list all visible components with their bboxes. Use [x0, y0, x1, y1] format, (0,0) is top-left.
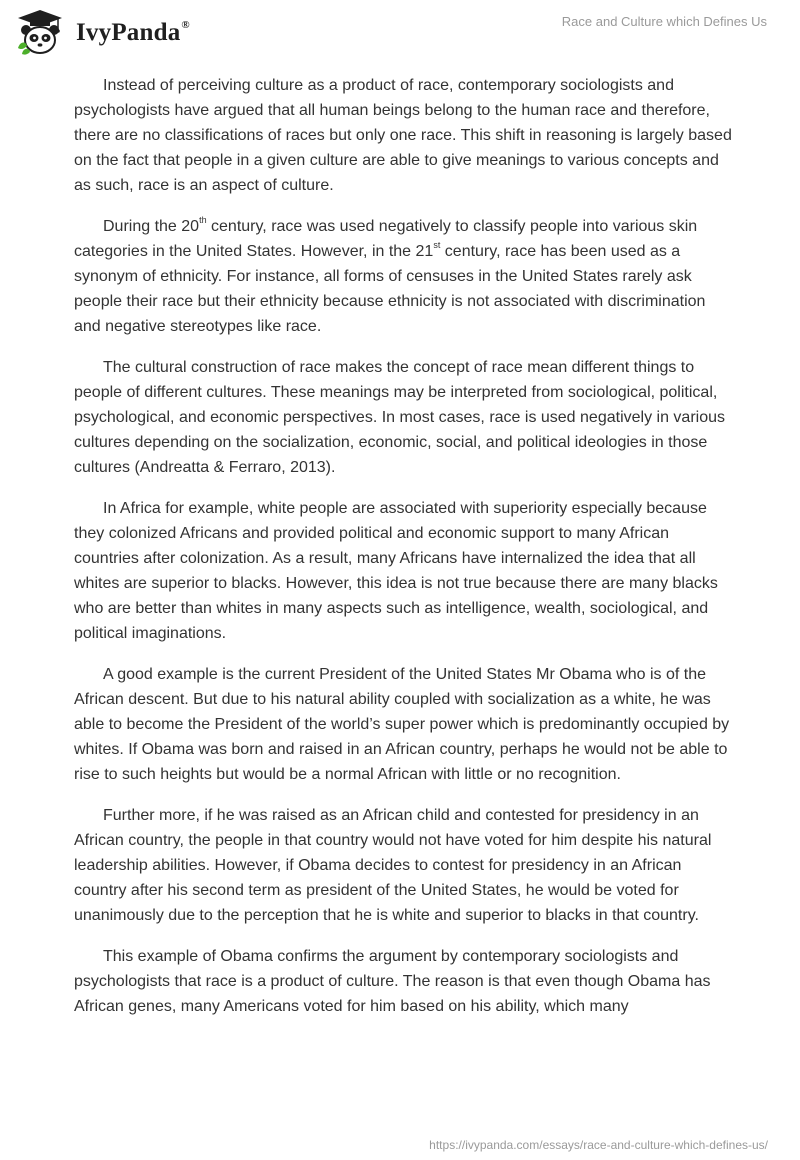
panda-graduate-logo-icon[interactable] — [14, 8, 66, 56]
paragraph-3: The cultural construction of race makes the concept of race mean different things to people of different cultures. These meanings may be interpreted from sociological, political, psychological, and economic perspectives. In most cases, race is used negatively in various cultures depending on the socialization, economic, social, and political ideologies in those cultures (Andreatta & Ferraro, 2013). — [74, 359, 725, 476]
paragraph-1: Instead of perceiving culture as a product of race, contemporary sociologists and psychologists have argued that all human beings belong to the human race and therefore, there are no classifications of races but only one race. This shift in reasoning is largely based on the fact that people in a given culture are able to give meanings to various concepts and as such, race is an aspect of culture. — [74, 77, 732, 194]
paragraph-7: This example of Obama confirms the argument by contemporary sociologists and psychologists that race is a product of culture. The reason is that even though Obama has African genes, many Americans voted for him based on his ability, which many — [74, 948, 711, 1015]
paragraph-4: In Africa for example, white people are associated with superiority especially because they colonized Africans and provided political and economic support to many African countries after colonization. As a result, many Africans have internalized the idea that all whites are superior to blacks. However, this idea is not true because there are many blacks who are better than whites in many aspects such as intelligence, wealth, sociological, and political imaginations. — [74, 500, 718, 642]
paragraph-6: Further more, if he was raised as an African child and contested for presidency in an African country, the people in that country would not have voted for him despite his natural leadership abilities. However, if Obama decides to contest for presidency in an African country after his second term as president of the United States, he would be voted for unanimously due to the perception that he is white and superior to blacks in that country. — [74, 807, 712, 924]
essay-body — [74, 73, 734, 1035]
paragraph-2: During the 20th century, race was used negatively to classify people into various skin categories in the United States. However, in the 21st century, race has been used as a synonym of ethnicity. For instance, all forms of censuses in the United States rarely ask people their race but their ethnicity because ethnicity is not associated with discrimination and negative stereotypes like race. — [74, 214, 706, 335]
document-title: Race and Culture which Defines Us — [561, 14, 767, 29]
source-url[interactable]: https://ivypanda.com/essays/race-and-culture-which-defines-us/ — [429, 1138, 768, 1152]
page-header — [0, 0, 800, 60]
brand-name[interactable]: IvyPanda® — [76, 18, 190, 46]
paragraph-5: A good example is the current President of the United States Mr Obama who is of the African descent. But due to his natural ability coupled with socialization as a white, he was able to become the President of the world’s super power which is predominantly occupied by whites. If Obama was born and raised in an African country, perhaps he would not be able to rise to such heights but would be a normal African with little or no recognition. — [74, 666, 730, 783]
